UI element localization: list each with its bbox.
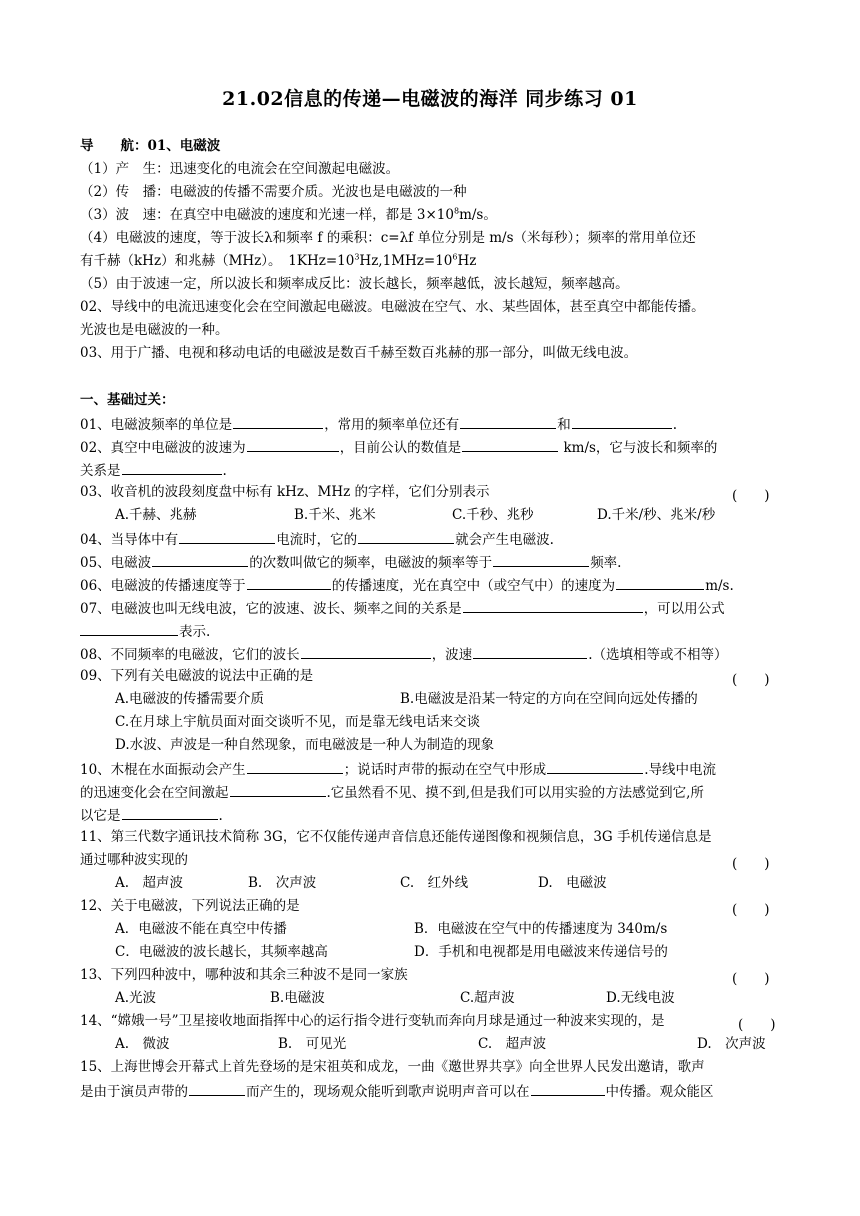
- q02-text: km/s，它与波长和频率的: [559, 440, 718, 456]
- guide-para-02b: 光波也是电磁波的一种。: [80, 322, 229, 338]
- question-10: [80, 760, 716, 779]
- q10-text: .: [218, 808, 223, 824]
- q07-text: ，可以用公式: [643, 601, 725, 617]
- q05-text: 频率.: [590, 555, 622, 571]
- answer-blank[interactable]: [531, 1082, 605, 1096]
- guide-line-4b-text: 有千赫（kHz）和兆赫（MHz）。 1KHz=10: [80, 253, 355, 269]
- question-07-cont: [80, 622, 210, 641]
- q13-option-d: D.无线电波: [606, 990, 675, 1006]
- answer-blank[interactable]: [301, 645, 431, 659]
- answer-parenthesis[interactable]: ( ): [732, 672, 770, 688]
- answer-blank[interactable]: [462, 438, 558, 452]
- answer-blank[interactable]: [547, 760, 643, 774]
- q01-text: .: [672, 417, 677, 433]
- guide-line-4b-text2: Hz,1MHz=10: [359, 253, 453, 269]
- guide-exponent: 3: [354, 252, 360, 262]
- guide-line-5: （5）由于波速一定，所以波长和频率成反比：波长越长，频率越低，波长越短，频率越高。: [80, 276, 629, 292]
- q10-text: 的迅速变化会在空间激起: [80, 785, 229, 801]
- guide-line-1: （1）产 生：迅速变化的电流会在空间激起电磁波。: [80, 161, 400, 177]
- answer-blank[interactable]: [233, 415, 323, 429]
- q13-option-a: A.光波: [115, 990, 157, 1006]
- answer-parenthesis[interactable]: ( ): [732, 971, 770, 987]
- q13-option-b: B.电磁波: [270, 990, 325, 1006]
- q10-text: 以它是: [80, 808, 121, 824]
- q05-text: 的次数叫做它的频率，电磁波的频率等于: [249, 555, 493, 571]
- guide-line-4b-unit: Hz: [457, 253, 477, 269]
- q14-option-b: B. 可见光: [278, 1036, 347, 1052]
- q04-text: 就会产生电磁波.: [455, 532, 554, 548]
- q08-text: 08、不同频率的电磁波，它们的波长: [80, 647, 300, 663]
- q14-option-c: C. 超声波: [478, 1036, 547, 1052]
- question-01: [80, 415, 677, 434]
- guide-para-02: 02、导线中的电流迅速变化会在空间激起电磁波。电磁波在空气、水、某些固体，甚至真空中都能传播。: [80, 299, 705, 315]
- guide-line-4: （4）电磁波的速度，等于波长λ和频率 f 的乘积：c=λf 单位分别是 m/s（米每秒）；频率的常用单位还: [80, 230, 696, 246]
- question-14: 14、“嫦娥一号”卫星接收地面指挥中心的运行指令进行变轨而奔向月球是通过一种波来实现的，是: [80, 1013, 665, 1029]
- q03-option-c: C.千秒、兆秒: [452, 507, 534, 523]
- answer-blank[interactable]: [463, 599, 643, 613]
- question-10-cont: [80, 783, 704, 802]
- question-13: 13、下列四种波中，哪种波和其余三种波不是同一家族: [80, 967, 408, 983]
- q14-option-a: A. 微波: [115, 1036, 170, 1052]
- answer-parenthesis[interactable]: ( ): [732, 902, 770, 918]
- q10-text: 10、木棍在水面振动会产生: [80, 762, 246, 778]
- q01-text: 和: [557, 417, 571, 433]
- question-02-cont: [80, 461, 227, 480]
- q10-text: .它虽然看不见、摸不到,但是我们可以用实验的方法感觉到它,所: [326, 785, 704, 801]
- answer-blank[interactable]: [572, 415, 672, 429]
- question-15-cont: [80, 1082, 714, 1101]
- page-title: 21.02信息的传递—电磁波的海洋 同步练习 01: [222, 88, 638, 110]
- guide-para-03: 03、用于广播、电视和移动电话的电磁波是数百千赫至数百兆赫的那一部分，叫做无线电波。: [80, 345, 638, 361]
- guide-line-3-text: （3）波 速：在真空中电磁波的速度和光速一样，都是 3×10: [80, 207, 454, 223]
- q01-text: 01、电磁波频率的单位是: [80, 417, 233, 433]
- q07-text: 表示.: [179, 624, 211, 640]
- q04-text: 电流时，它的: [276, 532, 358, 548]
- q13-option-c: C.超声波: [460, 990, 515, 1006]
- q06-text: 06、电磁波的传播速度等于: [80, 578, 246, 594]
- answer-blank[interactable]: [80, 622, 178, 636]
- q06-text: 的传播速度，光在真空中（或空气中）的速度为: [331, 578, 616, 594]
- q03-option-b: B.千米、兆米: [294, 507, 376, 523]
- answer-blank[interactable]: [179, 530, 275, 544]
- guide-exponent: 6: [452, 252, 458, 262]
- q11-option-c: C. 红外线: [400, 875, 469, 891]
- q14-option-d: D. 次声波: [697, 1036, 766, 1052]
- q03-option-d: D.千米/秒、兆米/秒: [597, 507, 716, 523]
- q04-text: 04、当导体中有: [80, 532, 179, 548]
- question-02: [80, 438, 717, 457]
- answer-blank[interactable]: [358, 530, 454, 544]
- q12-option-d: D．手机和电视都是用电磁波来传递信号的: [414, 944, 668, 960]
- guide-line-4b: [80, 253, 476, 270]
- q02-text: 关系是: [80, 463, 121, 479]
- question-04: [80, 530, 554, 549]
- guide-line-2: （2）传 播：电磁波的传播不需要介质。光波也是电磁波的一种: [80, 184, 467, 200]
- answer-parenthesis[interactable]: ( ): [738, 1017, 776, 1033]
- answer-blank[interactable]: [122, 461, 222, 475]
- q11-option-b: B. 次声波: [248, 875, 317, 891]
- q11-option-a: A. 超声波: [115, 875, 184, 891]
- q12-option-c: C．电磁波的波长越长，其频率越高: [115, 944, 328, 960]
- q15-text: 中传播。观众能区: [605, 1084, 714, 1100]
- question-11-cont: 通过哪种波实现的: [80, 852, 188, 868]
- answer-blank[interactable]: [189, 1082, 245, 1096]
- question-06: [80, 576, 734, 595]
- guide-heading: 导 航：01、电磁波: [80, 138, 221, 154]
- section-heading: 一、基础过关：: [80, 392, 175, 408]
- q02-text: ，目前公认的数值是: [339, 440, 462, 456]
- question-09: 09、下列有关电磁波的说法中正确的是: [80, 668, 314, 684]
- answer-blank[interactable]: [247, 438, 339, 452]
- question-11: 11、第三代数字通讯技术简称 3G，它不仅能传递声音信息还能传递图像和视频信息，3G 手机传递信息是: [80, 829, 712, 845]
- q02-text: .: [222, 463, 227, 479]
- q15-text: 而产生的，现场观众能听到歌声说明声音可以在: [246, 1084, 530, 1100]
- guide-exponent: 8: [453, 206, 460, 216]
- q10-text: .导线中电流: [644, 762, 716, 778]
- answer-blank[interactable]: [247, 760, 343, 774]
- answer-blank[interactable]: [122, 806, 218, 820]
- q02-text: 02、真空中电磁波的波速为: [80, 440, 246, 456]
- q03-option-a: A.千赫、兆赫: [115, 507, 197, 523]
- q09-option-c: C.在月球上宇航员面对面交谈听不见，而是靠无线电话来交谈: [115, 714, 481, 730]
- question-05: [80, 553, 621, 572]
- q08-text: ，波速: [431, 647, 473, 663]
- q12-option-a: A．电磁波不能在真空中传播: [115, 921, 287, 937]
- question-10-cont2: [80, 806, 223, 825]
- question-07: [80, 599, 725, 618]
- q11-option-d: D. 电磁波: [538, 875, 607, 891]
- q08-text: .（选填相等或不相等）: [588, 647, 728, 663]
- q12-option-b: B．电磁波在空气中的传播速度为 340m/s: [414, 921, 668, 937]
- q10-text: ；说话时声带的振动在空气中形成: [343, 762, 547, 778]
- q07-text: 07、电磁波也叫无线电波，它的波速、波长、频率之间的关系是: [80, 601, 462, 617]
- q09-option-a: A.电磁波的传播需要介质: [115, 691, 265, 707]
- answer-blank[interactable]: [152, 553, 248, 567]
- question-15: 15、上海世博会开幕式上首先登场的是宋祖英和成龙，一曲《邀世界共享》向全世界人民发出邀请，歌声: [80, 1059, 705, 1075]
- q05-text: 05、电磁波: [80, 555, 152, 571]
- answer-parenthesis[interactable]: ( ): [732, 488, 770, 504]
- answer-blank[interactable]: [473, 645, 587, 659]
- answer-blank[interactable]: [616, 576, 704, 590]
- q09-option-b: B.电磁波是沿某一特定的方向在空间向远处传播的: [400, 691, 698, 707]
- q09-option-d: D.水波、声波是一种自然现象，而电磁波是一种人为制造的现象: [115, 737, 495, 753]
- guide-line-3-unit: m/s。: [459, 207, 497, 223]
- answer-parenthesis[interactable]: ( ): [732, 856, 770, 872]
- question-08: [80, 645, 727, 664]
- question-03: 03、收音机的波段刻度盘中标有 kHz、MHz 的字样，它们分别表示: [80, 484, 490, 500]
- question-12: 12、关于电磁波，下列说法正确的是: [80, 898, 300, 914]
- answer-blank[interactable]: [247, 576, 331, 590]
- answer-blank[interactable]: [460, 415, 556, 429]
- guide-line-3: [80, 207, 497, 224]
- answer-blank[interactable]: [230, 783, 326, 797]
- q06-text: m/s.: [705, 578, 734, 594]
- q15-text: 是由于演员声带的: [80, 1084, 188, 1100]
- q01-text: ，常用的频率单位还有: [324, 417, 460, 433]
- answer-blank[interactable]: [493, 553, 589, 567]
